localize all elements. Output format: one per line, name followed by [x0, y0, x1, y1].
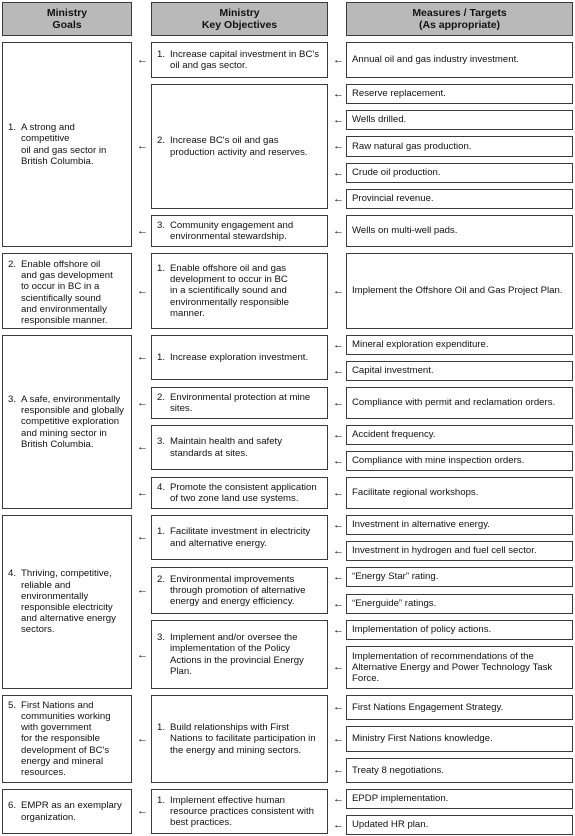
objective-box: 3. Community engagement and environmental stewardship.	[151, 215, 328, 247]
goal-box: 1. A strong and competitive oil and gas sector in British Columbia.	[2, 42, 132, 247]
goal-box: 5. First Nations and communities working with government for the responsible development of BC's energy and mineral resources.	[2, 695, 132, 783]
arrow-left-icon: ←	[333, 114, 344, 126]
arrow-left-icon: ←	[333, 225, 344, 237]
objective-box: 2. Environmental protection at mine sites.	[151, 387, 328, 419]
objective-box: 1. Implement effective human resource practices consistent with best practices.	[151, 789, 328, 834]
goal-box: 6. EMPR as an exemplary organization.	[2, 789, 132, 834]
arrow-left-icon: ←	[333, 397, 344, 409]
measure-box: Mineral exploration expenditure.	[346, 335, 573, 355]
arrow-left-icon: ←	[137, 54, 148, 66]
header-measures: Measures / Targets (As appropriate)	[346, 2, 573, 36]
arrow-left-icon: ←	[137, 397, 148, 409]
measure-box: EPDP implementation.	[346, 789, 573, 809]
objective-box: 3. Maintain health and safety standards at sites.	[151, 425, 328, 470]
arrow-left-icon: ←	[333, 455, 344, 467]
arrow-left-icon: ←	[333, 140, 344, 152]
arrow-left-icon: ←	[333, 793, 344, 805]
arrow-left-icon: ←	[333, 598, 344, 610]
arrow-left-icon: ←	[333, 365, 344, 377]
measure-box: Wells on multi-well pads.	[346, 215, 573, 247]
header-objectives: Ministry Key Objectives	[151, 2, 328, 36]
header-goals: Ministry Goals	[2, 2, 132, 36]
arrow-left-icon: ←	[333, 545, 344, 557]
measure-box: Updated HR plan.	[346, 815, 573, 835]
arrow-left-icon: ←	[137, 584, 148, 596]
arrow-left-icon: ←	[137, 487, 148, 499]
arrow-left-icon: ←	[137, 140, 148, 152]
measure-box: Accident frequency.	[346, 425, 573, 445]
arrow-left-icon: ←	[333, 339, 344, 351]
goal-box: 3. A safe, environmentally responsible and globally competitive exploration and mining sector in British Columbia.	[2, 335, 132, 509]
measure-box: Annual oil and gas industry investment.	[346, 42, 573, 78]
measure-box: Investment in hydrogen and fuel cell sector.	[346, 541, 573, 561]
objective-box: 1. Enable offshore oil and gas development to occur in BC in a scientifically sound and environmentally responsible manner.	[151, 253, 328, 329]
arrow-left-icon: ←	[333, 88, 344, 100]
arrow-left-icon: ←	[333, 487, 344, 499]
measure-box: Ministry First Nations knowledge.	[346, 726, 573, 752]
measure-box: Facilitate regional workshops.	[346, 477, 573, 509]
arrow-left-icon: ←	[137, 733, 148, 745]
arrow-left-icon: ←	[333, 167, 344, 179]
arrow-left-icon: ←	[333, 661, 344, 673]
arrow-left-icon: ←	[333, 429, 344, 441]
objective-box: 2. Environmental improvements through promotion of alternative energy and energy efficiency.	[151, 567, 328, 614]
arrow-left-icon: ←	[333, 571, 344, 583]
measure-box: Crude oil production.	[346, 163, 573, 183]
arrow-left-icon: ←	[333, 764, 344, 776]
goal-box: 2. Enable offshore oil and gas development to occur in BC in a scientifically sound and environmentally responsible manner.	[2, 253, 132, 329]
arrow-left-icon: ←	[333, 54, 344, 66]
objective-box: 2. Increase BC's oil and gas production activity and reserves.	[151, 84, 328, 209]
measure-box: Implementation of recommendations of the Alternative Energy and Power Technology Task Force.	[346, 646, 573, 689]
objective-box: 1. Facilitate investment in electricity and alternative energy.	[151, 515, 328, 560]
arrow-left-icon: ←	[137, 351, 148, 363]
objective-box: 1. Build relationships with First Nations to facilitate participation in the energy and mining sectors.	[151, 695, 328, 783]
objective-box: 1. Increase exploration investment.	[151, 335, 328, 380]
objective-box: 3. Implement and/or oversee the implementation of the Policy Actions in the provincial Energy Plan.	[151, 620, 328, 689]
arrow-left-icon: ←	[137, 805, 148, 817]
measure-box: “Energy Star” rating.	[346, 567, 573, 587]
measure-box: Compliance with permit and reclamation orders.	[346, 387, 573, 419]
measure-box: Treaty 8 negotiations.	[346, 758, 573, 783]
measure-box: Reserve replacement.	[346, 84, 573, 104]
objective-box: 1. Increase capital investment in BC's oil and gas sector.	[151, 42, 328, 78]
arrow-left-icon: ←	[333, 193, 344, 205]
measure-box: Raw natural gas production.	[346, 136, 573, 157]
arrow-left-icon: ←	[137, 531, 148, 543]
measure-box: Wells drilled.	[346, 110, 573, 130]
arrow-left-icon: ←	[137, 441, 148, 453]
arrow-left-icon: ←	[333, 733, 344, 745]
measure-box: Capital investment.	[346, 361, 573, 381]
arrow-left-icon: ←	[333, 519, 344, 531]
measure-box: Implementation of policy actions.	[346, 620, 573, 640]
measure-box: First Nations Engagement Strategy.	[346, 695, 573, 720]
measure-box: Investment in alternative energy.	[346, 515, 573, 535]
arrow-left-icon: ←	[137, 225, 148, 237]
arrow-left-icon: ←	[333, 701, 344, 713]
arrow-left-icon: ←	[333, 285, 344, 297]
measure-box: Implement the Offshore Oil and Gas Project Plan.	[346, 253, 573, 329]
arrow-left-icon: ←	[333, 819, 344, 831]
measure-box: “Energuide” ratings.	[346, 594, 573, 614]
arrow-left-icon: ←	[137, 285, 148, 297]
goal-box: 4. Thriving, competitive, reliable and environmentally responsible electricity and alternative energy sectors.	[2, 515, 132, 689]
measure-box: Provincial revenue.	[346, 189, 573, 209]
objective-box: 4. Promote the consistent application of two zone land use systems.	[151, 477, 328, 509]
measure-box: Compliance with mine inspection orders.	[346, 451, 573, 471]
arrow-left-icon: ←	[137, 649, 148, 661]
arrow-left-icon: ←	[333, 624, 344, 636]
